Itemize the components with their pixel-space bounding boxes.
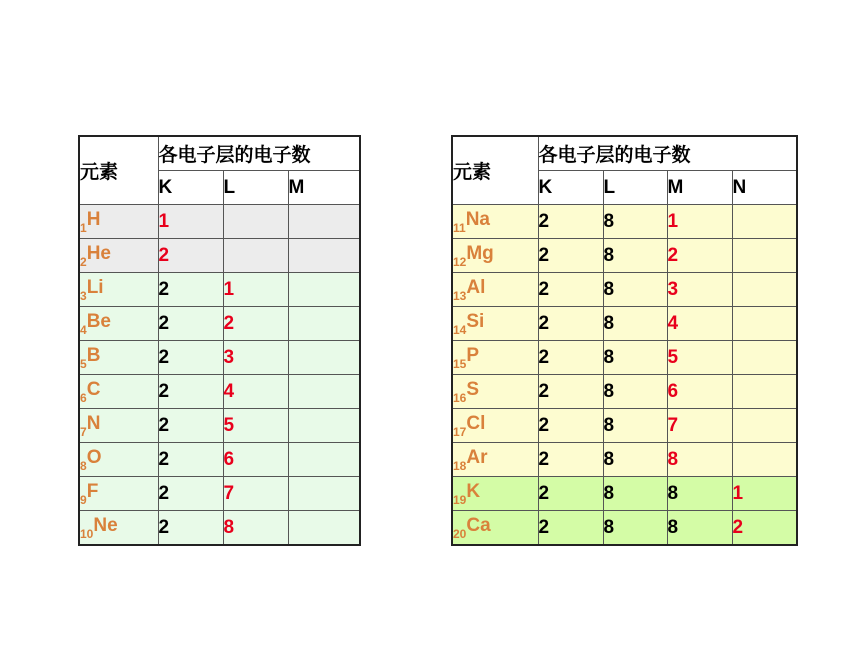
electron-count-m — [288, 443, 360, 477]
electron-count-l: 8 — [603, 477, 667, 511]
element-symbol: H — [86, 208, 101, 230]
electron-count-k: 2 — [538, 239, 603, 273]
element-row — [452, 443, 797, 477]
electron-count-k: 2 — [538, 341, 603, 375]
electron-count-m: 2 — [667, 239, 732, 273]
atomic-number: 17 — [453, 424, 467, 439]
element-symbol: Al — [466, 276, 486, 298]
electron-count-n — [732, 443, 797, 477]
shell-header-k: K — [158, 171, 223, 205]
element-symbol: Si — [466, 310, 485, 332]
electron-count-k: 1 — [158, 205, 223, 239]
element-cell — [452, 443, 538, 477]
electron-count-l: 8 — [603, 375, 667, 409]
electron-count-l: 8 — [223, 511, 288, 546]
electron-count-l: 7 — [223, 477, 288, 511]
element-cell — [452, 409, 538, 443]
element-cell — [79, 341, 158, 375]
electron-count-k: 2 — [538, 205, 603, 239]
atomic-number: 10 — [80, 526, 94, 541]
electron-count-m: 4 — [667, 307, 732, 341]
shell-header-m: M — [667, 171, 732, 205]
element-row — [79, 443, 360, 477]
atomic-number: 4 — [80, 322, 87, 337]
shells-column-header: 各电子层的电子数 — [158, 136, 360, 171]
shell-header-m: M — [288, 171, 360, 205]
element-cell — [79, 511, 158, 546]
electron-count-k: 2 — [538, 511, 603, 546]
electron-count-l: 4 — [223, 375, 288, 409]
atomic-number: 18 — [453, 458, 467, 473]
element-row — [452, 307, 797, 341]
element-cell — [79, 443, 158, 477]
shell-header-l: L — [603, 171, 667, 205]
electron-count-m — [288, 477, 360, 511]
element-cell — [79, 273, 158, 307]
element-symbol: K — [466, 480, 481, 502]
element-row — [452, 477, 797, 511]
element-row — [79, 273, 360, 307]
element-symbol: Ar — [466, 446, 488, 468]
element-cell — [79, 409, 158, 443]
element-cell — [452, 205, 538, 239]
element-row — [79, 511, 360, 546]
atomic-number: 8 — [80, 458, 87, 473]
electron-count-n — [732, 307, 797, 341]
electron-count-l — [223, 205, 288, 239]
atomic-number: 3 — [80, 288, 87, 303]
atomic-number: 11 — [453, 220, 466, 235]
element-symbol: Ca — [466, 514, 491, 536]
element-symbol: N — [86, 412, 101, 434]
atomic-number: 12 — [453, 254, 467, 269]
element-symbol: Ne — [93, 514, 118, 536]
element-row — [79, 239, 360, 273]
atomic-number: 14 — [453, 322, 467, 337]
element-row — [452, 375, 797, 409]
electron-count-m — [288, 409, 360, 443]
electron-count-m — [288, 239, 360, 273]
electron-count-l: 5 — [223, 409, 288, 443]
electron-count-n — [732, 205, 797, 239]
element-symbol: Na — [465, 208, 490, 230]
shell-header-l: L — [223, 171, 288, 205]
shell-header-n: N — [732, 171, 797, 205]
element-row — [452, 239, 797, 273]
electron-count-l: 8 — [603, 443, 667, 477]
atomic-number: 19 — [453, 492, 467, 507]
electron-count-n — [732, 409, 797, 443]
shells-column-header: 各电子层的电子数 — [538, 136, 797, 171]
electron-count-m: 1 — [667, 205, 732, 239]
electron-count-l — [223, 239, 288, 273]
electron-count-l: 6 — [223, 443, 288, 477]
element-symbol: P — [466, 344, 480, 366]
electron-count-k: 2 — [158, 239, 223, 273]
atomic-number: 6 — [80, 390, 87, 405]
electron-count-l: 8 — [603, 409, 667, 443]
electron-count-k: 2 — [538, 375, 603, 409]
atomic-number: 7 — [80, 424, 87, 439]
electron-count-m — [288, 511, 360, 546]
element-row — [79, 375, 360, 409]
element-cell — [79, 477, 158, 511]
electron-count-m: 7 — [667, 409, 732, 443]
element-cell — [79, 307, 158, 341]
element-cell — [79, 205, 158, 239]
electron-count-m: 8 — [667, 443, 732, 477]
element-row — [452, 341, 797, 375]
electron-count-k: 2 — [538, 477, 603, 511]
element-symbol: Cl — [466, 412, 486, 434]
atomic-number: 20 — [453, 526, 467, 541]
electron-count-l: 3 — [223, 341, 288, 375]
element-symbol: Be — [86, 310, 111, 332]
electron-count-l: 1 — [223, 273, 288, 307]
element-cell — [452, 239, 538, 273]
electron-count-n — [732, 375, 797, 409]
element-symbol: F — [86, 480, 99, 502]
element-cell — [79, 375, 158, 409]
electron-shell-table-right — [451, 135, 798, 546]
atomic-number: 2 — [80, 254, 87, 269]
electron-count-k: 2 — [538, 443, 603, 477]
element-cell — [452, 341, 538, 375]
electron-count-k: 2 — [538, 273, 603, 307]
atomic-number: 9 — [80, 492, 87, 507]
element-column-header: 元素 — [79, 136, 158, 205]
electron-count-m: 3 — [667, 273, 732, 307]
electron-count-k: 2 — [158, 443, 223, 477]
electron-count-n — [732, 273, 797, 307]
atomic-number: 13 — [453, 288, 467, 303]
shell-header-k: K — [538, 171, 603, 205]
element-row — [79, 341, 360, 375]
electron-count-k: 2 — [158, 273, 223, 307]
electron-count-n — [732, 341, 797, 375]
electron-count-m — [288, 375, 360, 409]
element-symbol: Mg — [466, 242, 494, 264]
electron-count-m — [288, 205, 360, 239]
electron-count-n — [732, 239, 797, 273]
element-symbol: C — [86, 378, 101, 400]
electron-count-k: 2 — [158, 409, 223, 443]
element-symbol: O — [86, 446, 102, 468]
electron-count-l: 8 — [603, 205, 667, 239]
electron-count-l: 2 — [223, 307, 288, 341]
electron-count-k: 2 — [158, 341, 223, 375]
atomic-number: 5 — [80, 356, 87, 371]
electron-count-m: 8 — [667, 477, 732, 511]
element-row — [79, 477, 360, 511]
element-cell — [452, 375, 538, 409]
element-cell — [452, 273, 538, 307]
electron-count-l: 8 — [603, 307, 667, 341]
electron-count-m: 6 — [667, 375, 732, 409]
electron-count-m: 8 — [667, 511, 732, 546]
element-row — [452, 409, 797, 443]
electron-count-l: 8 — [603, 511, 667, 546]
electron-count-k: 2 — [158, 477, 223, 511]
element-cell — [79, 239, 158, 273]
element-symbol: S — [466, 378, 480, 400]
electron-count-l: 8 — [603, 273, 667, 307]
electron-count-l: 8 — [603, 341, 667, 375]
element-row — [452, 511, 797, 546]
element-row — [79, 409, 360, 443]
electron-count-m — [288, 273, 360, 307]
element-symbol: B — [86, 344, 101, 366]
element-row — [79, 205, 360, 239]
electron-count-k: 2 — [538, 409, 603, 443]
electron-count-m — [288, 341, 360, 375]
electron-count-k: 2 — [158, 375, 223, 409]
element-row — [452, 205, 797, 239]
element-row — [79, 307, 360, 341]
element-symbol: He — [86, 242, 111, 264]
element-column-header: 元素 — [452, 136, 538, 205]
electron-count-k: 2 — [538, 307, 603, 341]
atomic-number: 1 — [80, 220, 87, 235]
electron-count-m — [288, 307, 360, 341]
electron-count-k: 2 — [158, 307, 223, 341]
atomic-number: 15 — [453, 356, 467, 371]
element-cell — [452, 511, 538, 546]
electron-count-l: 8 — [603, 239, 667, 273]
electron-count-m: 5 — [667, 341, 732, 375]
atomic-number: 16 — [453, 390, 467, 405]
electron-count-k: 2 — [158, 511, 223, 546]
element-cell — [452, 307, 538, 341]
element-symbol: Li — [86, 276, 104, 298]
element-row — [452, 273, 797, 307]
electron-shell-table-left — [78, 135, 361, 546]
electron-count-n: 2 — [732, 511, 797, 546]
electron-count-n: 1 — [732, 477, 797, 511]
element-cell — [452, 477, 538, 511]
